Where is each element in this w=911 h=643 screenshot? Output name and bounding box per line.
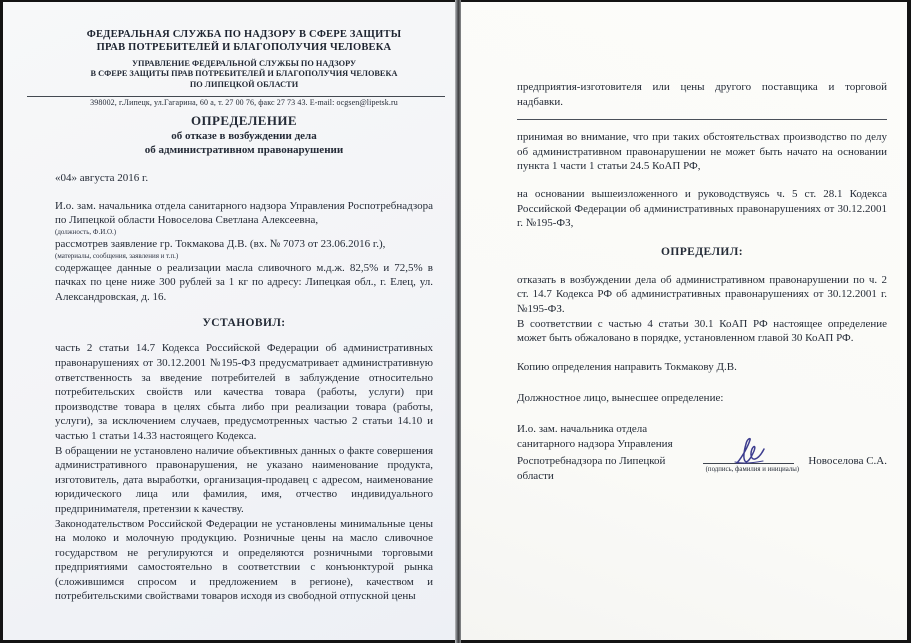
document-title: ОПРЕДЕЛЕНИЕ (191, 113, 297, 129)
page-2 (461, 2, 907, 640)
signature-position-line: санитарного надзора Управления (517, 437, 673, 450)
department-name-line: В СФЕРЕ ЗАЩИТЫ ПРАВ ПОТРЕБИТЕЛЕЙ И БЛАГОПОЛУЧИЯ ЧЕЛОВЕКА (90, 69, 398, 79)
body-paragraph: Законодательством Российской Федерации не установлены минимальные цены на молоко и молочную продукцию. Розничные цены на масло сливочное государством не регулируются и определяются розничными торговыми предприятиями самостоятельно в соответствии с конъюнктурой рынка (сложившимся спросом и предложением в регионе), качеством и потребительскими свойствами товаров исходя из свободной отпускной цены (55, 517, 433, 603)
page-1 (3, 2, 455, 640)
signature-row (517, 451, 887, 483)
signature-line (703, 451, 794, 464)
department-name-line: ПО ЛИПЕЦКОЙ ОБЛАСТИ (189, 79, 299, 89)
established-heading: УСТАНОВИЛ: (202, 317, 286, 330)
decided-heading: ОПРЕДЕЛИЛ: (661, 245, 743, 258)
letterhead (55, 28, 433, 107)
subject-paragraph: содержащее данные о реализации масла сливочного м.д.ж. 82,5% и 72,5% в пачках по цене ниже 300 рублей за 1 кг по адресу: Липецкая обл., г. Елец, ул. Александровская, д. 16. (55, 261, 433, 303)
signature-position-line: Роспотребнадзора по Липецкой области (517, 455, 666, 482)
letterhead-rule (27, 96, 445, 97)
address-line: 398002, г.Липецк, ул.Гагарина, 60 а, т. 27 00 76, факс 27 73 43. E-mail: ocgsen@lipetsk.ru (90, 98, 398, 108)
document-subtitle-line: об административном правонарушении (144, 144, 344, 157)
section-divider (517, 119, 887, 120)
agency-name-line: ПРАВ ПОТРЕБИТЕЛЕЙ И БЛАГОПОЛУЧИЯ ЧЕЛОВЕКА (96, 42, 392, 53)
officer-note: (должность, Ф.И.О.) (55, 228, 117, 236)
decision-paragraph: отказать в возбуждении дела об административном правонарушении по ч. 2 ст. 14.7 Кодекса РФ об административных правонарушениях от 30.12.2001 г. №195-ФЗ. (517, 273, 887, 315)
body-paragraph: В обращении не установлено наличие объективных данных о факте совершения административного правонарушения, не указано наименование продукта, изготовитель, дата выработки, организация-продавец с адресом, наименование юридического лица или фамилия, имя, отчество индивидуального предпринимателя, претензии к качеству. (55, 444, 433, 515)
officer-paragraph: И.о. зам. начальника отдела санитарного надзора Управления Роспотребнадзора по Липецкой области Новоселова Светлана Алексеевна, (55, 199, 433, 227)
department-name-line: УПРАВЛЕНИЕ ФЕДЕРАЛЬНОЙ СЛУЖБЫ ПО НАДЗОРУ (131, 59, 357, 68)
signature-field (703, 451, 800, 473)
signature-block (517, 422, 887, 483)
body-paragraph: часть 2 статьи 14.7 Кодекса Российской Федерации об административных правонарушениях от 30.12.2001 №195-ФЗ предусматривает административную ответственность за введение потребителей в заблуждение относительно потребительских свойств или качества товара (работы, услуги) при производстве товара в целях сбыта либо при реализации товара (работы, услуги), за исключением случаев, предусмотренных частью 2 статьи 14.10 и частью 1 статьи 14.33 настоящего Кодекса. (55, 342, 433, 442)
signature-name: Новоселова С.А. (808, 455, 887, 468)
considering-paragraph: принимая во внимание, что при таких обстоятельствах производство по делу об административном правонарушении не может быть начато на основании пункта 1 части 1 статьи 24.5 КоАП РФ, (517, 131, 887, 173)
application-line: рассмотрев заявление гр. Токмакова Д.В. (вх. № 7073 от 23.06.2016 г.), (55, 238, 386, 250)
document-subtitle-line: об отказе в возбуждении дела (171, 130, 317, 143)
handwritten-signature-icon (733, 436, 773, 466)
signature-note: (подпись, фамилия и инициалы) (705, 465, 800, 473)
date-line: «04» августа 2016 г. (55, 172, 149, 185)
copy-line: Копию определения направить Токмакову Д.В. (517, 360, 737, 373)
basis-paragraph: на основании вышеизложенного и руководствуясь ч. 5 ст. 28.1 Кодекса Российской Федерации об административных правонарушениях от 30.12.2001 г. №195-ФЗ, (517, 187, 887, 230)
signature-position-line: И.о. зам. начальника отдела (517, 422, 648, 435)
official-line: Должностное лицо, вынесшее определение: (517, 392, 724, 405)
agency-name-line: ФЕДЕРАЛЬНАЯ СЛУЖБА ПО НАДЗОРУ В СФЕРЕ ЗАЩИТЫ (86, 29, 402, 40)
continuation-paragraph: предприятия-изготовителя или цены другого поставщика и торговой надбавки. (517, 81, 887, 108)
application-note: (материалы, сообщения, заявления и т.п.) (55, 251, 179, 260)
decision-paragraph: В соответствии с частью 4 статьи 30.1 КоАП РФ настоящее определение может быть обжаловано в порядке, установленном главой 30 КоАП РФ. (517, 317, 887, 345)
